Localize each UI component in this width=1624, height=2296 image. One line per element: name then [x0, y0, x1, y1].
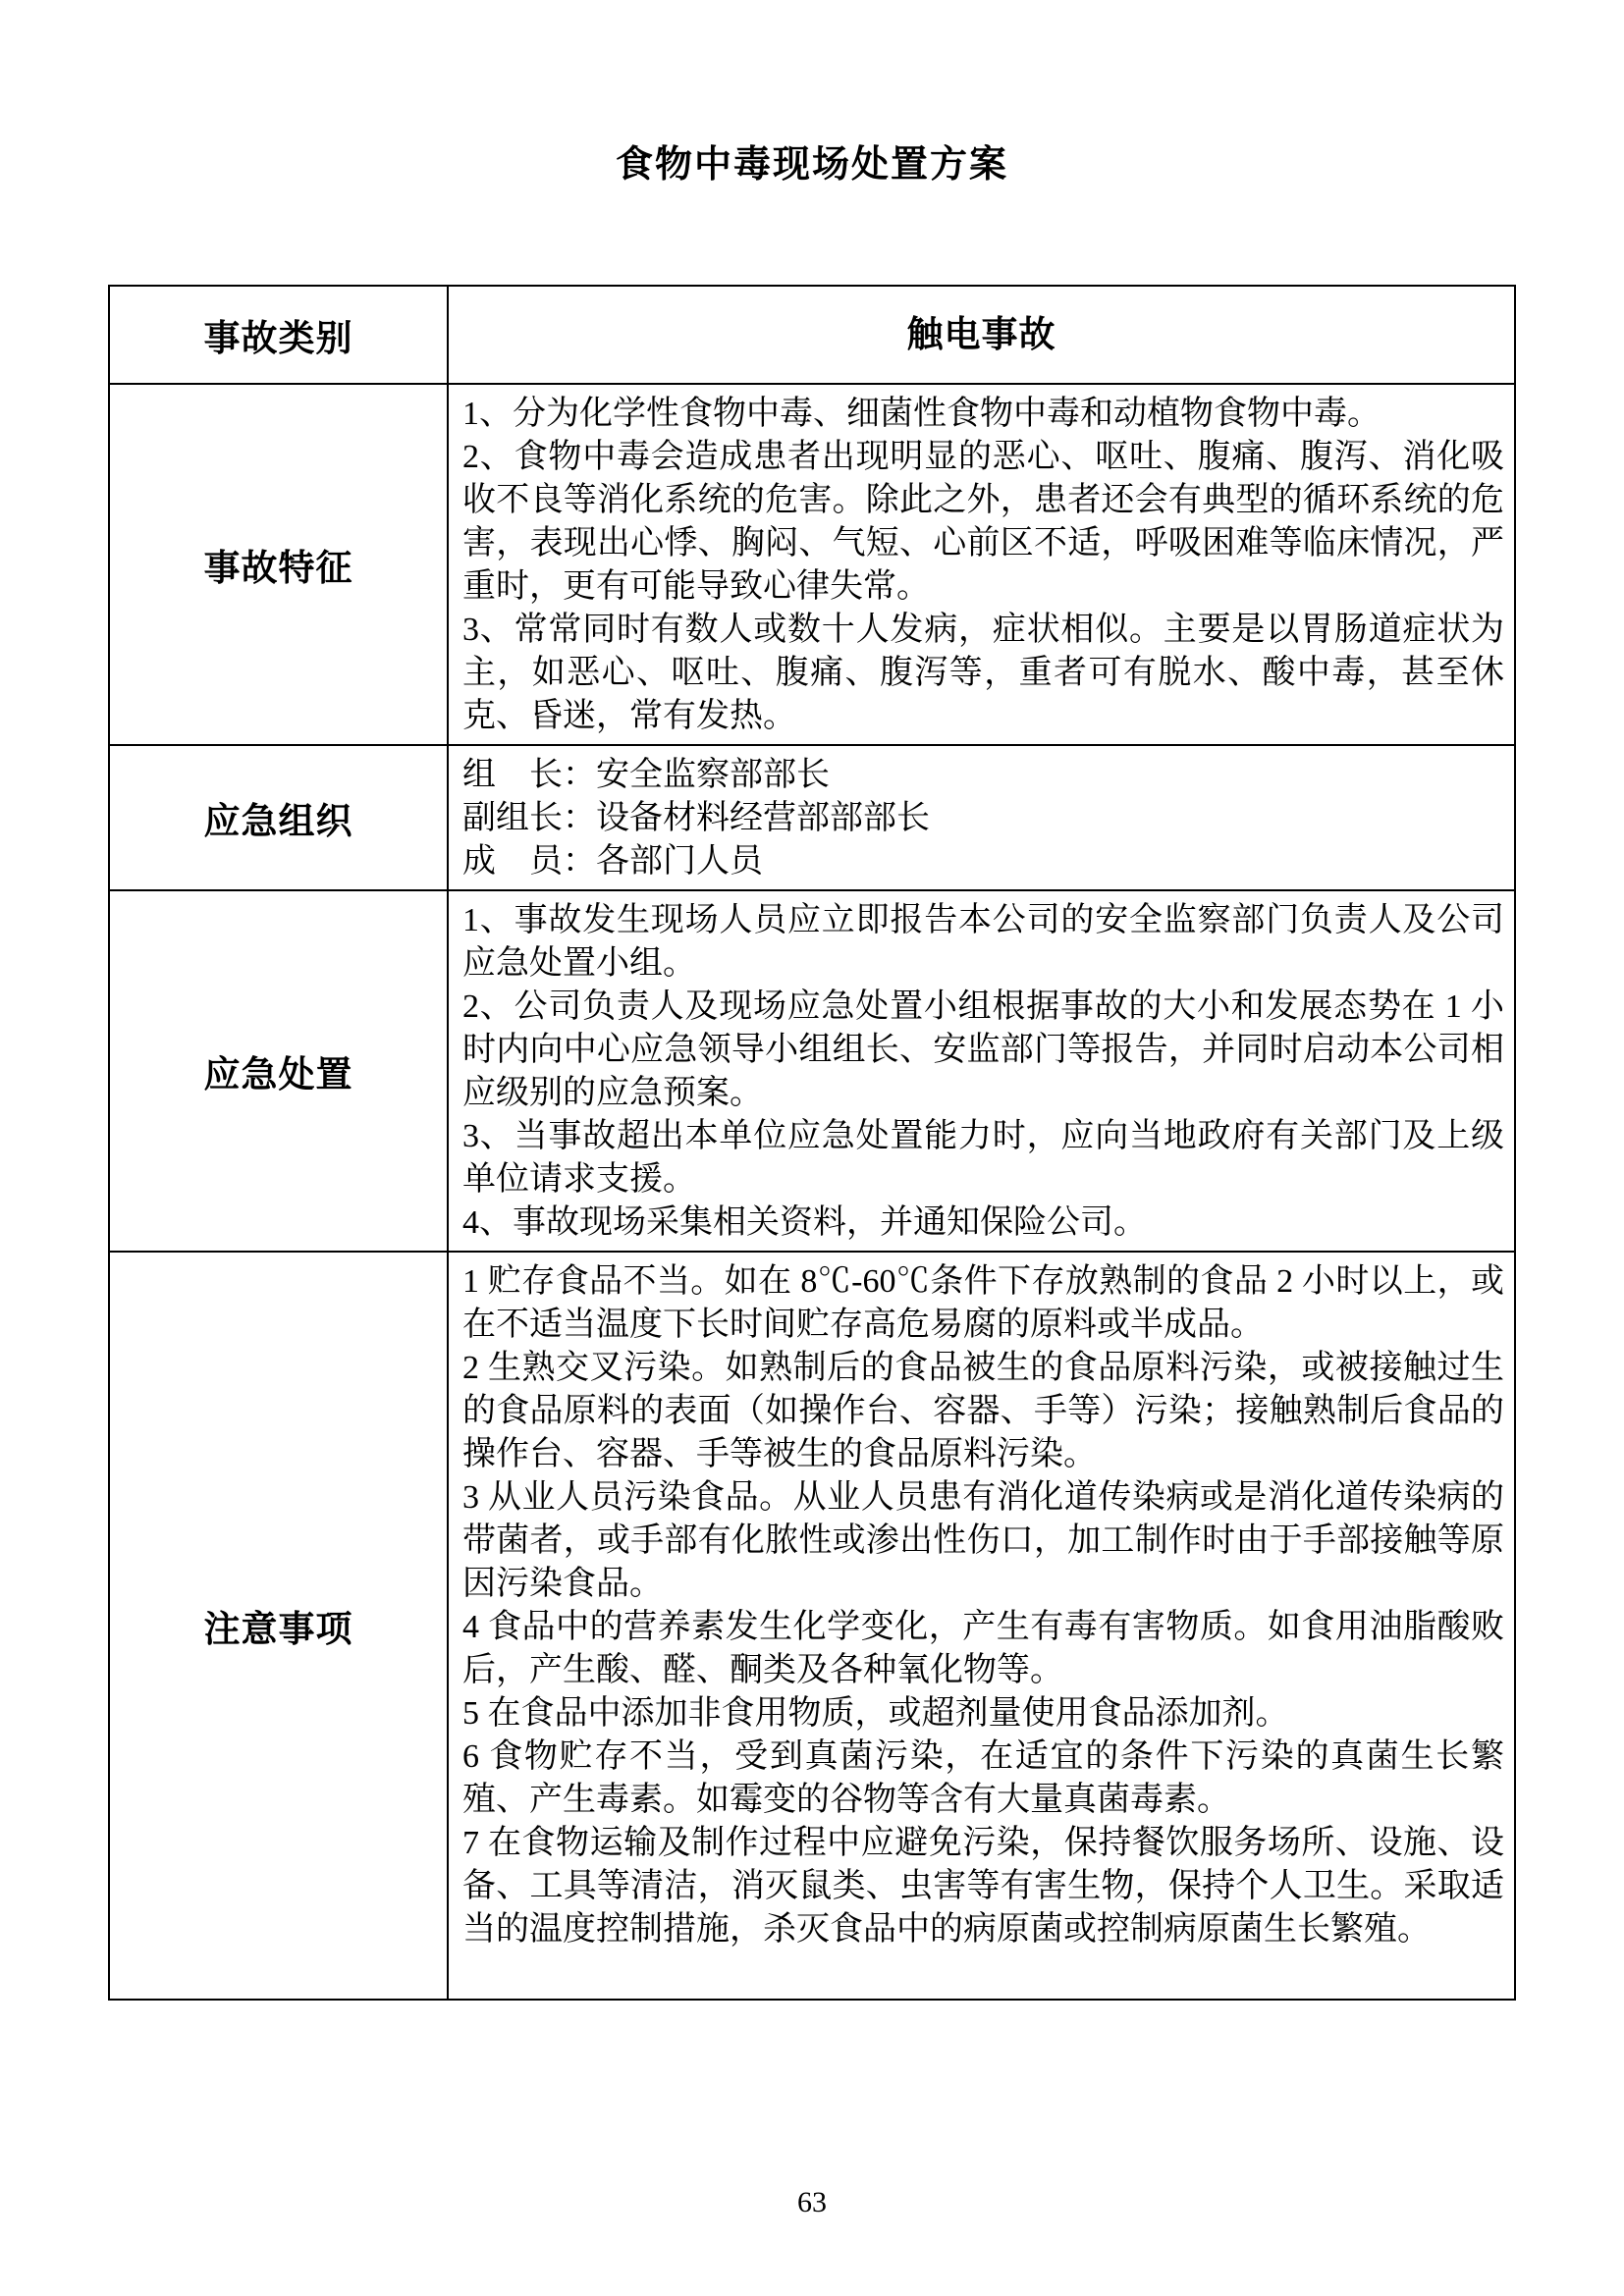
paragraph: 3、常常同时有数人或数十人发病，症状相似。主要是以胃肠道症状为主，如恶心、呕吐、腹痛、腹泻等，重者可有脱水、酸中毒，甚至休克、昏迷，常有发热。 [462, 612, 1504, 734]
paragraph: 组 长：安全监察部部长 [462, 757, 830, 793]
table-row-accident-features [109, 384, 1515, 745]
paragraph: 1、分为化学性食物中毒、细菌性食物中毒和动植物食物中毒。 [462, 396, 1380, 432]
page-number: 63 [797, 2186, 827, 2218]
paragraph: 6 食物贮存不当，受到真菌污染，在适宜的条件下污染的真菌生长繁殖、产生毒素。如霉变的谷物等含有大量真菌毒素。 [462, 1738, 1504, 1818]
header-accident-type: 触电事故 [448, 286, 1515, 384]
paragraph: 4、事故现场采集相关资料，并通知保险公司。 [462, 1204, 1147, 1241]
paragraph: 5 在食品中添加非食用物质，或超剂量使用食品添加剂。 [462, 1695, 1289, 1732]
row-content-precautions [448, 1252, 1515, 2000]
row-content-accident-features [448, 384, 1515, 745]
paragraph: 3 从业人员污染食品。从业人员患有消化道传染病或是消化道传染病的带菌者，或手部有化脓性或渗出性伤口，加工制作时由于手部接触等原因污染食品。 [462, 1479, 1504, 1602]
paragraph: 2 生熟交叉污染。如熟制后的食品被生的食品原料污染，或被接触过生的食品原料的表面（如操作台、容器、手等）污染；接触熟制后食品的操作台、容器、手等被生的食品原料污染。 [462, 1350, 1504, 1472]
paragraph: 4 食品中的营养素发生化学变化，产生有毒有害物质。如食用油脂酸败后，产生酸、醛、酮类及各种氧化物等。 [462, 1609, 1504, 1688]
table-row-emergency-response [109, 890, 1515, 1252]
paragraph: 2、公司负责人及现场应急处置小组根据事故的大小和发展态势在 1 小时内向中心应急领导小组组长、安监部门等报告，并同时启动本公司相应级别的应急预案。 [462, 988, 1504, 1111]
row-label-precautions: 注意事项 [109, 1252, 448, 2000]
table-row-emergency-organization [109, 745, 1515, 890]
row-content-emergency-organization [448, 745, 1515, 890]
paragraph: 成 员：各部门人员 [462, 843, 763, 880]
table-row-precautions [109, 1252, 1515, 2000]
paragraph: 1 贮存食品不当。如在 8℃-60℃条件下存放熟制的食品 2 小时以上，或在不适当温度下长时间贮存高危易腐的原料或半成品。 [462, 1263, 1504, 1343]
paragraph: 1、事故发生现场人员应立即报告本公司的安全监察部门负责人及公司应急处置小组。 [462, 902, 1504, 982]
document-title: 食物中毒现场处置方案 [615, 144, 1008, 186]
header-accident-category: 事故类别 [109, 286, 448, 384]
row-content-emergency-response [448, 890, 1515, 1252]
table-header-row [109, 286, 1515, 384]
paragraph: 副组长：设备材料经营部部部长 [462, 800, 930, 836]
row-label-emergency-response: 应急处置 [109, 890, 448, 1252]
paragraph: 7 在食物运输及制作过程中应避免污染，保持餐饮服务场所、设施、设备、工具等清洁，消灭鼠类、虫害等有害生物，保持个人卫生。采取适当的温度控制措施，杀灭食品中的病原菌或控制病原菌生长繁殖。 [462, 1825, 1504, 1948]
row-label-emergency-organization: 应急组织 [109, 745, 448, 890]
paragraph: 2、食物中毒会造成患者出现明显的恶心、呕吐、腹痛、腹泻、消化吸收不良等消化系统的危害。除此之外，患者还会有典型的循环系统的危害，表现出心悸、胸闷、气短、心前区不适，呼吸困难等临床情况，严重时，更有可能导致心律失常。 [462, 439, 1504, 605]
paragraph: 3、当事故超出本单位应急处置能力时，应向当地政府有关部门及上级单位请求支援。 [462, 1118, 1504, 1198]
emergency-plan-table [108, 285, 1516, 2001]
row-label-accident-features: 事故特征 [109, 384, 448, 745]
